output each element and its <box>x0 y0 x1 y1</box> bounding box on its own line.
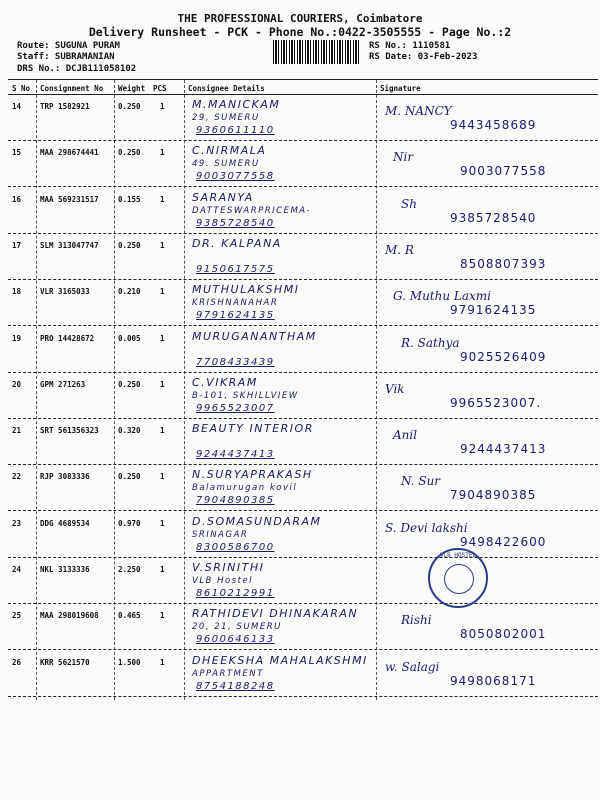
consignee-phone: 8610212991 <box>196 588 275 599</box>
consignee-phone: 9150617575 <box>196 264 275 275</box>
signature-phone: 9443458689 <box>450 118 537 132</box>
row-sno: 24 <box>12 565 22 574</box>
row-weight: 1.500 <box>118 658 141 667</box>
row-divider <box>8 557 598 558</box>
row-divider <box>8 510 598 511</box>
signature-name: N. Sur <box>401 474 441 488</box>
row-sno: 21 <box>12 426 22 435</box>
rs-number: RS No.: 1110581 <box>369 41 451 51</box>
consignee-name: C.VIKRAM <box>192 376 258 389</box>
row-pcs: 1 <box>160 287 165 296</box>
route-label: Route: SUGUNA PURAM <box>17 41 120 51</box>
consignee-name: DHEEKSHA MAHALAKSHMI <box>192 654 368 667</box>
row-sno: 23 <box>12 519 22 528</box>
signature-phone: 8508807393 <box>460 257 547 271</box>
row-weight: 0.250 <box>118 241 141 250</box>
consignee-name: RATHIDEVI DHINAKARAN <box>192 607 359 620</box>
signature-phone: 9498068171 <box>450 674 537 688</box>
signature-name: Anil <box>393 428 418 442</box>
row-weight: 0.250 <box>118 472 141 481</box>
col-weight: Weight <box>118 84 146 93</box>
row-divider <box>8 603 598 604</box>
signature-name: R. Sathya <box>401 336 460 350</box>
row-weight: 0.250 <box>118 102 141 111</box>
row-sno: 18 <box>12 287 22 296</box>
row-sno: 15 <box>12 148 22 157</box>
row-divider <box>8 233 598 234</box>
signature-phone: 9965523007. <box>450 396 542 410</box>
consignee-phone: 9791624135 <box>196 310 275 321</box>
signature-phone: 9498422600 <box>460 535 547 549</box>
row-consignment: SLM 313047747 <box>40 241 99 250</box>
row-sno: 22 <box>12 472 22 481</box>
signature-phone: 9385728540 <box>450 211 537 225</box>
consignee-phone: 9003077558 <box>196 171 275 182</box>
row-divider <box>8 696 598 697</box>
row-sno: 20 <box>12 380 22 389</box>
row-consignment: DDG 4689534 <box>40 519 90 528</box>
signature-name: Rishi <box>401 613 432 627</box>
signature-name: M. NANCY <box>385 104 452 118</box>
row-consignment: GPM 271263 <box>40 380 86 389</box>
signature-name: Sh <box>401 197 417 211</box>
consignee-phone: 9385728540 <box>196 218 275 229</box>
consignee-address: 29, SUMERU <box>192 113 260 123</box>
row-sno: 16 <box>12 195 22 204</box>
col-consignee: Consignee Details <box>188 84 265 93</box>
consignee-phone: 8754188248 <box>196 681 275 692</box>
row-weight: 0.320 <box>118 426 141 435</box>
signature-name: M. R <box>385 243 414 257</box>
row-pcs: 1 <box>160 611 165 620</box>
row-weight: 0.250 <box>118 148 141 157</box>
row-pcs: 1 <box>160 380 165 389</box>
consignee-name: N.SURYAPRAKASH <box>192 468 313 481</box>
row-divider <box>8 186 598 187</box>
row-consignment: MAA 569231517 <box>40 195 99 204</box>
row-pcs: 1 <box>160 241 165 250</box>
consignee-address: VLB Hostel <box>192 576 254 586</box>
consignee-address: Balamurugan kovil <box>192 483 298 493</box>
row-pcs: 1 <box>160 658 165 667</box>
consignee-phone: 9600646133 <box>196 634 275 645</box>
row-sno: 25 <box>12 611 22 620</box>
company-title: THE PROFESSIONAL COURIERS, Coimbatore <box>177 12 423 25</box>
row-sno: 26 <box>12 658 22 667</box>
consignee-phone: 9244437413 <box>196 449 275 460</box>
row-weight: 2.250 <box>118 565 141 574</box>
row-pcs: 1 <box>160 148 165 157</box>
row-consignment: VLR 3165033 <box>40 287 90 296</box>
row-divider <box>8 418 598 419</box>
row-weight: 0.005 <box>118 334 141 343</box>
consignee-address: DATTESWARPRICEMA- <box>192 206 312 216</box>
consignee-name: V.SRINITHI <box>192 561 265 574</box>
row-divider <box>8 649 598 650</box>
row-pcs: 1 <box>160 519 165 528</box>
row-divider <box>8 372 598 373</box>
row-divider <box>8 279 598 280</box>
hostel-stamp: VLB HOSTEL <box>428 548 488 608</box>
consignee-phone: 8300586700 <box>196 542 275 553</box>
row-divider <box>8 140 598 141</box>
barcode <box>273 40 361 64</box>
signature-phone: 8050802001 <box>460 627 547 641</box>
row-consignment: NKL 3133336 <box>40 565 90 574</box>
row-pcs: 1 <box>160 472 165 481</box>
signature-phone: 9025526409 <box>460 350 547 364</box>
row-pcs: 1 <box>160 334 165 343</box>
col-sno: S No <box>12 84 31 93</box>
col-pcs: PCS <box>153 84 167 93</box>
runsheet-subtitle: Delivery Runsheet - PCK - Phone No.:0422-3505555 - Page No.:2 <box>88 25 512 39</box>
row-divider <box>8 325 598 326</box>
row-weight: 0.155 <box>118 195 141 204</box>
row-weight: 0.970 <box>118 519 141 528</box>
col-consignment: Consignment No <box>40 84 104 93</box>
signature-phone: 9003077558 <box>460 164 547 178</box>
signature-name: w. Salagi <box>385 660 440 674</box>
consignee-phone: 7904890385 <box>196 495 275 506</box>
consignee-phone: 9965523007 <box>196 403 275 414</box>
row-sno: 14 <box>12 102 22 111</box>
consignee-name: BEAUTY INTERIOR <box>192 422 314 435</box>
row-weight: 0.465 <box>118 611 141 620</box>
row-divider <box>8 464 598 465</box>
signature-phone: 9244437413 <box>460 442 547 456</box>
row-pcs: 1 <box>160 195 165 204</box>
signature-phone: 9791624135 <box>450 303 537 317</box>
row-consignment: RJP 3083336 <box>40 472 90 481</box>
row-sno: 17 <box>12 241 22 250</box>
consignee-address: APPARTMENT <box>192 669 264 679</box>
signature-name: S. Devi lakshi <box>385 521 468 535</box>
signature-phone: 7904890385 <box>450 488 537 502</box>
consignee-name: MUTHULAKSHMI <box>192 283 300 296</box>
consignee-name: MURUGANANTHAM <box>192 330 317 343</box>
row-pcs: 1 <box>160 102 165 111</box>
row-consignment: MAA 298674441 <box>40 148 99 157</box>
row-consignment: KRR 5621570 <box>40 658 90 667</box>
consignee-name: SARANYA <box>192 191 254 204</box>
rs-date: RS Date: 03-Feb-2023 <box>369 52 478 62</box>
row-consignment: TRP 1582921 <box>40 102 90 111</box>
col-signature: Signature <box>380 84 421 93</box>
signature-name: Nir <box>393 150 414 164</box>
row-consignment: PRO 14428672 <box>40 334 95 343</box>
consignee-address: KRISHNANAHAR <box>192 298 279 308</box>
consignee-address: 49. SUMERU <box>192 159 260 169</box>
row-consignment: MAA 298019608 <box>40 611 99 620</box>
consignee-phone: 9360611110 <box>196 125 275 136</box>
row-pcs: 1 <box>160 565 165 574</box>
drs-label: DRS No.: DCJB111058102 <box>17 64 137 74</box>
row-pcs: 1 <box>160 426 165 435</box>
row-weight: 0.210 <box>118 287 141 296</box>
row-sno: 19 <box>12 334 22 343</box>
consignee-name: DR. KALPANA <box>192 237 282 250</box>
signature-name: Vik <box>385 382 405 396</box>
consignee-name: C.NIRMALA <box>192 144 267 157</box>
consignee-name: M.MANICKAM <box>192 98 281 111</box>
signature-name: G. Muthu Laxmi <box>393 289 492 303</box>
consignee-address: SRINAGAR <box>192 530 249 540</box>
consignee-address: 20, 21, SUMERU <box>192 622 282 632</box>
row-weight: 0.250 <box>118 380 141 389</box>
consignee-name: D.SOMASUNDARAM <box>192 515 322 528</box>
consignee-address: B-101, SKHILLVIEW <box>192 391 299 401</box>
staff-label: Staff: SUBRAMANIAN <box>17 52 115 62</box>
consignee-phone: 7708433439 <box>196 357 275 368</box>
row-consignment: SRT 561356323 <box>40 426 99 435</box>
